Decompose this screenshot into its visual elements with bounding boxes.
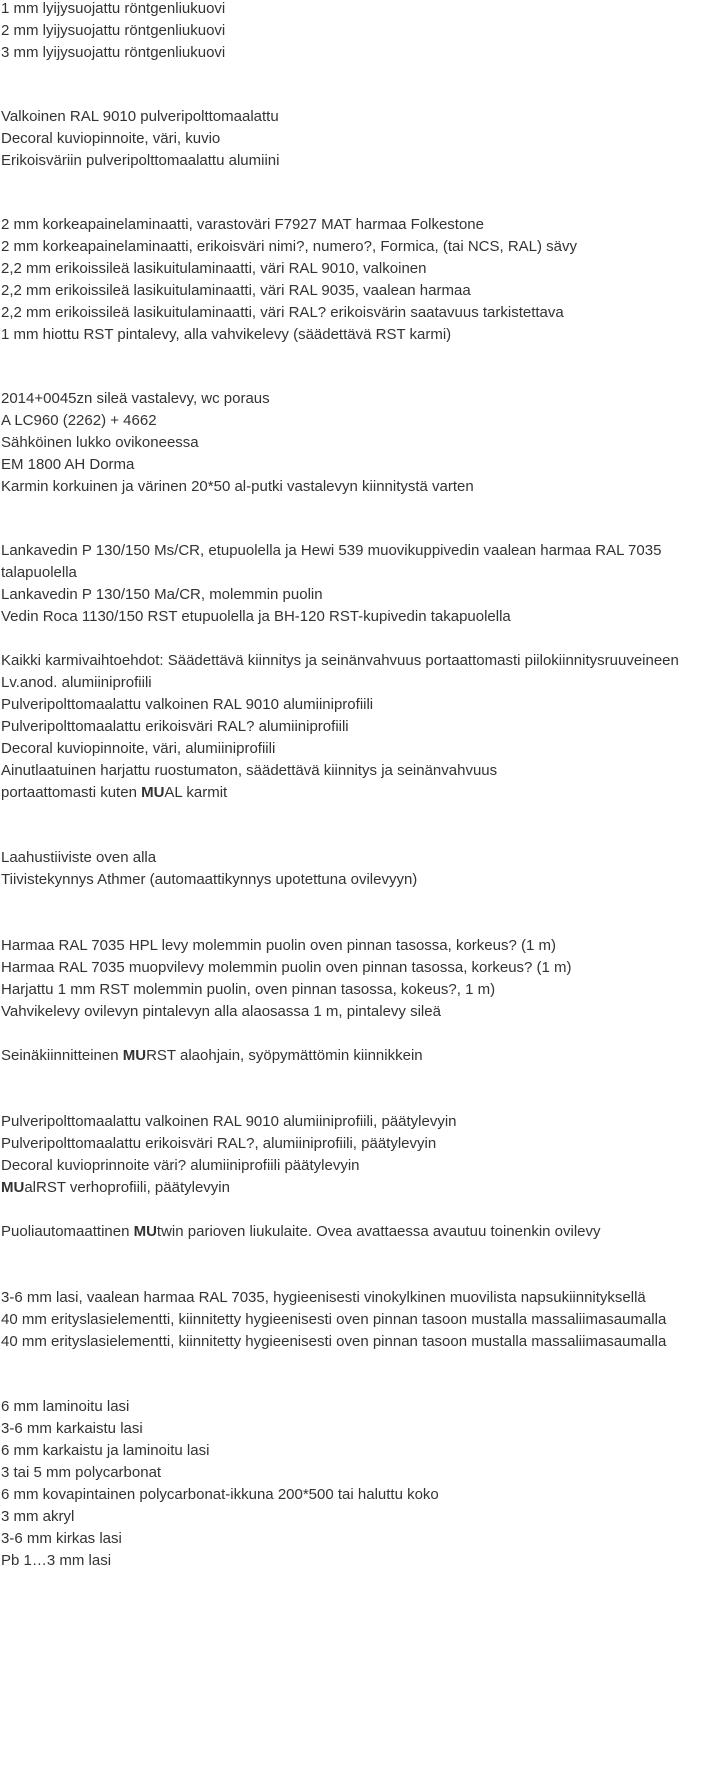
text-line: 40 mm erityslasielementti, kiinnitetty hygieenisesti oven pinnan tasoon mustalla massaliimasaumalla [1,1333,667,1350]
text-line: Pulveripolttomaalattu valkoinen RAL 9010 alumiiniprofiili [1,696,374,713]
text-line: Pb 1…3 mm lasi [1,1552,112,1569]
text-line: 3-6 mm karkaistu lasi [1,1420,143,1437]
text-line: 2 mm korkeapainelaminaatti, varastoväri F7927 MAT harmaa Folkestone [1,216,484,233]
text-line: 1 mm lyijysuojattu röntgenliukuovi [1,0,226,17]
brand-mu: MU [141,784,165,801]
text-line: Karmin korkuinen ja värinen 20*50 al-putki vastalevyn kiinnitystä varten [1,478,474,495]
text-line: Sähköinen lukko ovikoneessa [1,434,199,451]
text-line: Pulveripolttomaalattu erikoisväri RAL?, alumiiniprofiili, päätylevyin [1,1135,437,1152]
text-line: 2 mm lyijysuojattu röntgenliukuovi [1,22,226,39]
text-line: 6 mm karkaistu ja laminoitu lasi [1,1442,210,1459]
text-line-mixed: Seinäkiinnitteinen MURST alaohjain, syöpymättömin kiinnikkein [1,1047,423,1064]
text-line: 3-6 mm kirkas lasi [1,1530,122,1547]
text-line: 3 tai 5 mm polycarbonat [1,1464,162,1481]
text-line: Tiivistekynnys Athmer (automaattikynnys upotettuna ovilevyyn) [1,871,418,888]
text-line: Lv.anod. alumiiniprofiili [1,674,152,691]
text-line: A LC960 (2262) + 4662 [1,412,157,429]
text-line: Decoral kuvioprinnoite väri? alumiiniprofiili päätylevyin [1,1157,360,1174]
text-line: 6 mm laminoitu lasi [1,1398,130,1415]
text-line: Decoral kuviopinnoite, väri, kuvio [1,130,221,147]
text-line: Harjattu 1 mm RST molemmin puolin, oven pinnan tasossa, kokeus?, 1 m) [1,981,496,998]
text-line: 3 mm lyijysuojattu röntgenliukuovi [1,44,226,61]
text-line: Lankavedin P 130/150 Ms/CR, etupuolella ja Hewi 539 muovikuppivedin vaalean harmaa RAL 7035 [1,542,662,559]
text-line: 2,2 mm erikoissileä lasikuitulaminaatti, väri RAL 9010, valkoinen [1,260,427,277]
text-line: EM 1800 AH Dorma [1,456,135,473]
text-line: Laahustiiviste oven alla [1,849,157,866]
text-line: 6 mm kovapintainen polycarbonat-ikkuna 200*500 tai haluttu koko [1,1486,439,1503]
text-line: Decoral kuviopinnoite, väri, alumiiniprofiili [1,740,276,757]
text-line-mixed: MUalRST verhoprofiili, päätylevyin [1,1179,230,1196]
text-line-mixed: Puoliautomaattinen MUtwin parioven liukulaite. Ovea avattaessa avautuu toinenkin ovilevy [1,1223,601,1240]
text-line: Ainutlaatuinen harjattu ruostumaton, säädettävä kiinnitys ja seinänvahvuus [1,762,498,779]
text-line: 2,2 mm erikoissileä lasikuitulaminaatti, väri RAL 9035, vaalean harmaa [1,282,471,299]
text-line: Harmaa RAL 7035 muopvilevy molemmin puolin oven pinnan tasossa, korkeus? (1 m) [1,959,572,976]
text-line: 3 mm akryl [1,1508,75,1525]
text-line: 2014+0045zn sileä vastalevy, wc poraus [1,390,270,407]
text-line: Vahvikelevy ovilevyn pintalevyn alla alaosassa 1 m, pintalevy sileä [1,1003,441,1020]
brand-mu: MU [1,1179,25,1196]
text-line: Harmaa RAL 7035 HPL levy molemmin puolin oven pinnan tasossa, korkeus? (1 m) [1,937,556,954]
text-line: Pulveripolttomaalattu erikoisväri RAL? alumiiniprofiili [1,718,349,735]
text-line: Kaikki karmivaihtoehdot: Säädettävä kiinnitys ja seinänvahvuus portaattomasti piilokiinnitysruuveineen [1,652,679,669]
text-line: Erikoisväriin pulveripolttomaalattu alumiini [1,152,280,169]
text-line: 2,2 mm erikoissileä lasikuitulaminaatti, väri RAL? erikoisvärin saatavuus tarkistettava [1,304,564,321]
text-line: 40 mm erityslasielementti, kiinnitetty hygieenisesti oven pinnan tasoon mustalla massaliimasaumalla [1,1311,667,1328]
text-line: talapuolella [1,564,77,581]
text-line: 2 mm korkeapainelaminaatti, erikoisväri nimi?, numero?, Formica, (tai NCS, RAL) sävy [1,238,578,255]
text-line: 1 mm hiottu RST pintalevy, alla vahvikelevy (säädettävä RST karmi) [1,326,452,343]
text-line-mixed: portaattomasti kuten MUAL karmit [1,784,228,801]
text-line: Vedin Roca 1130/150 RST etupuolella ja BH-120 RST-kupivedin takapuolella [1,608,511,625]
text-line: Valkoinen RAL 9010 pulveripolttomaalattu [1,108,279,125]
brand-mu: MU [133,1223,157,1240]
text-line: Pulveripolttomaalattu valkoinen RAL 9010 alumiiniprofiili, päätylevyin [1,1113,457,1130]
brand-mu: MU [122,1047,147,1064]
text-line: 3-6 mm lasi, vaalean harmaa RAL 7035, hygieenisesti vinokylkinen muovilista napsukiinnityksellä [1,1289,646,1306]
text-line: Lankavedin P 130/150 Ma/CR, molemmin puolin [1,586,323,603]
